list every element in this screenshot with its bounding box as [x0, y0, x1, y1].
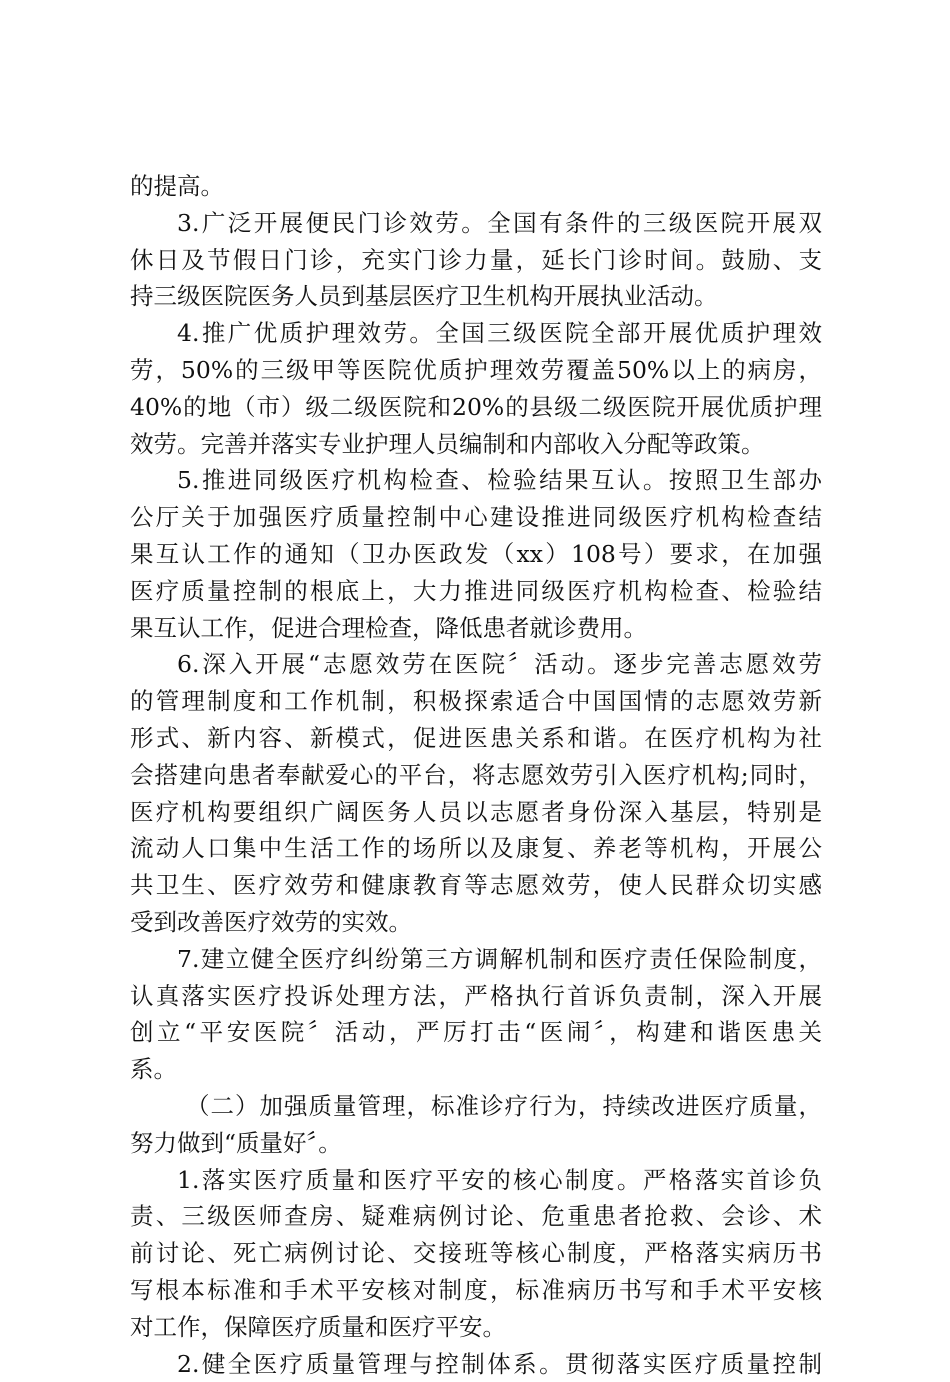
- text-line: 2.健全医疗质量管理与控制体系。贯彻落实医疗质量控制: [130, 1346, 822, 1382]
- text-line: 对工作，保障医疗质量和医疗平安。: [130, 1309, 822, 1346]
- text-line: 责、三级医师查房、疑难病例讨论、危重患者抢救、会诊、术: [130, 1198, 822, 1235]
- text-line: 创立“平安医院〞活动，严厉打击“医闹〞，构建和谐医患关: [130, 1014, 822, 1051]
- text-line: 系。: [130, 1051, 822, 1088]
- text-line: 6.深入开展“志愿效劳在医院〞活动。逐步完善志愿效劳: [130, 646, 822, 683]
- text-line: 持三级医院医务人员到基层医疗卫生机构开展执业活动。: [130, 278, 822, 315]
- text-line: 1.落实医疗质量和医疗平安的核心制度。严格落实首诊负: [130, 1162, 822, 1199]
- text-line: 医疗机构要组织广阔医务人员以志愿者身份深入基层，特别是: [130, 794, 822, 831]
- text-line: 果互认工作的通知（卫办医政发（xx）108号）要求，在加强: [130, 536, 822, 573]
- text-line: 7.建立健全医疗纠纷第三方调解机制和医疗责任保险制度，: [130, 941, 822, 978]
- text-line: 努力做到“质量好〞。: [130, 1125, 822, 1162]
- document-body: [130, 168, 822, 1382]
- text-line: 认真落实医疗投诉处理方法，严格执行首诉负责制，深入开展: [130, 978, 822, 1015]
- text-line: 果互认工作，促进合理检查，降低患者就诊费用。: [130, 610, 822, 647]
- text-line: 共卫生、医疗效劳和健康教育等志愿效劳，使人民群众切实感: [130, 867, 822, 904]
- text-line: 劳，50%的三级甲等医院优质护理效劳覆盖50%以上的病房，: [130, 352, 822, 389]
- text-line: 3.广泛开展便民门诊效劳。全国有条件的三级医院开展双: [130, 205, 822, 242]
- text-line: 40%的地（市）级二级医院和20%的县级二级医院开展优质护理: [130, 389, 822, 426]
- text-line: 受到改善医疗效劳的实效。: [130, 904, 822, 941]
- text-line: 公厅关于加强医疗质量控制中心建设推进同级医疗机构检查结: [130, 499, 822, 536]
- text-line: （二）加强质量管理，标准诊疗行为，持续改进医疗质量，: [130, 1088, 822, 1125]
- text-line: 5.推进同级医疗机构检查、检验结果互认。按照卫生部办: [130, 462, 822, 499]
- text-line: 效劳。完善并落实专业护理人员编制和内部收入分配等政策。: [130, 426, 822, 463]
- text-line: 医疗质量控制的根底上，大力推进同级医疗机构检查、检验结: [130, 573, 822, 610]
- text-line: 的管理制度和工作机制，积极探索适合中国国情的志愿效劳新: [130, 683, 822, 720]
- text-line: 的提高。: [130, 168, 822, 205]
- text-line: 4.推广优质护理效劳。全国三级医院全部开展优质护理效: [130, 315, 822, 352]
- text-line: 写根本标准和手术平安核对制度，标准病历书写和手术平安核: [130, 1272, 822, 1309]
- text-line: 前讨论、死亡病例讨论、交接班等核心制度，严格落实病历书: [130, 1235, 822, 1272]
- text-line: 流动人口集中生活工作的场所以及康复、养老等机构，开展公: [130, 830, 822, 867]
- text-line: 会搭建向患者奉献爱心的平台，将志愿效劳引入医疗机构;同时，: [130, 757, 822, 794]
- text-line: 形式、新内容、新模式，促进医患关系和谐。在医疗机构为社: [130, 720, 822, 757]
- text-line: 休日及节假日门诊，充实门诊力量，延长门诊时间。鼓励、支: [130, 242, 822, 279]
